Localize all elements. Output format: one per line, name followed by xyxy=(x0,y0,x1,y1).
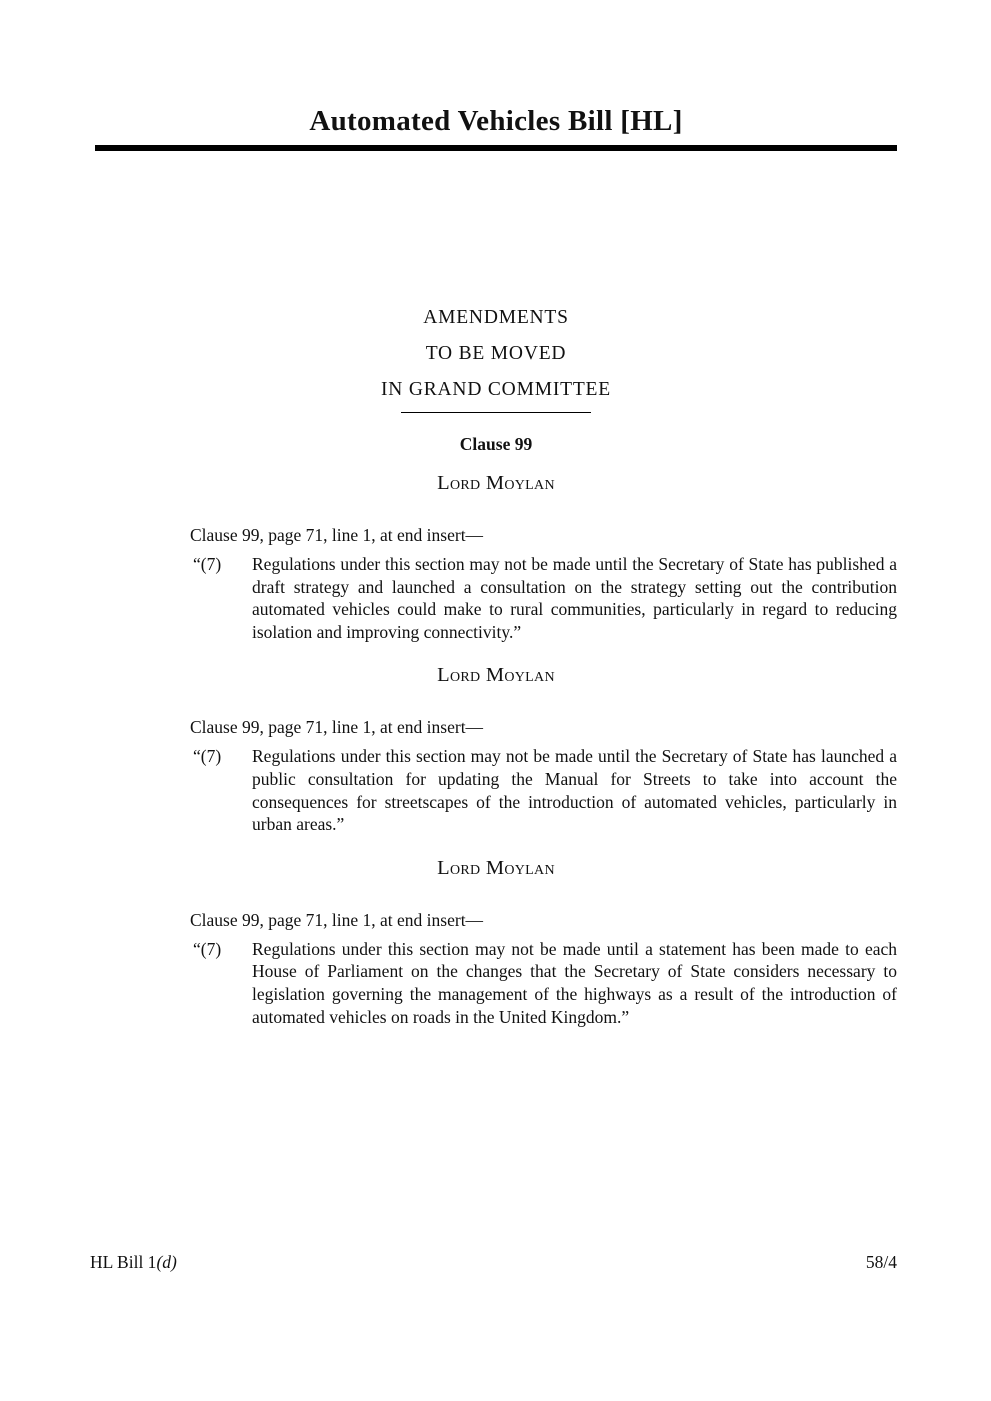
heading-underline-rule xyxy=(401,412,591,413)
amendment-marker: “(7) xyxy=(193,554,222,574)
amendment-paragraph xyxy=(193,938,897,1028)
sponsor-name: Lord Moylan xyxy=(437,856,555,879)
heading-line-in-grand-committee: IN GRAND COMMITTEE xyxy=(381,379,611,400)
heading-line-amendments: AMENDMENTS xyxy=(423,307,569,328)
document-header xyxy=(95,0,897,151)
page-title: Automated Vehicles Bill [HL] xyxy=(309,105,683,137)
page-footer xyxy=(90,1252,897,1273)
footer-bill-reference xyxy=(90,1252,177,1273)
amendment-text: Regulations under this section may not be made until the Secretary of State has published a draft strategy and launched a consultation on the strategy setting out the contribution automated vehicles could make to rural communities, particularly in regard to reducing isolation and improving connectivity.” xyxy=(252,554,897,642)
amendment-instruction: Clause 99, page 71, line 1, at end insert— xyxy=(190,717,484,738)
amendments-heading xyxy=(95,300,897,413)
amendment-text: Regulations under this section may not be made until the Secretary of State has launched a public consultation for updating the Manual for Streets to take into account the consequences for streetscapes of the introduction of automated vehicles, particularly in urban areas.” xyxy=(252,746,897,835)
footer-sheet-number: 58/4 xyxy=(865,1252,897,1272)
amendment-marker: “(7) xyxy=(193,938,222,959)
sponsor-name: Lord Moylan xyxy=(437,664,555,687)
footer-bill-ref-letter: (d) xyxy=(156,1252,177,1272)
header-double-rule xyxy=(95,145,897,151)
amendment-instruction: Clause 99, page 71, line 1, at end insert— xyxy=(190,909,484,930)
amendment-marker: “(7) xyxy=(193,746,222,767)
amendment-text: Regulations under this section may not be made until a statement has been made to each House of Parliament on the changes that the Secretary of State considers necessary to legislation governing the management of the highways as a result of the introduction of automated vehicles on roads in the United Kingdom.” xyxy=(252,938,897,1027)
amendment-paragraph xyxy=(193,745,897,835)
amendment-instruction: Clause 99, page 71, line 1, at end insert— xyxy=(190,525,484,545)
sponsor-name: Lord Moylan xyxy=(437,472,555,494)
heading-line-to-be-moved: TO BE MOVED xyxy=(425,343,567,364)
amendment-paragraph xyxy=(193,553,897,643)
footer-bill-ref-text: HL Bill 1 xyxy=(90,1252,157,1272)
clause-heading: Clause 99 xyxy=(459,434,533,454)
